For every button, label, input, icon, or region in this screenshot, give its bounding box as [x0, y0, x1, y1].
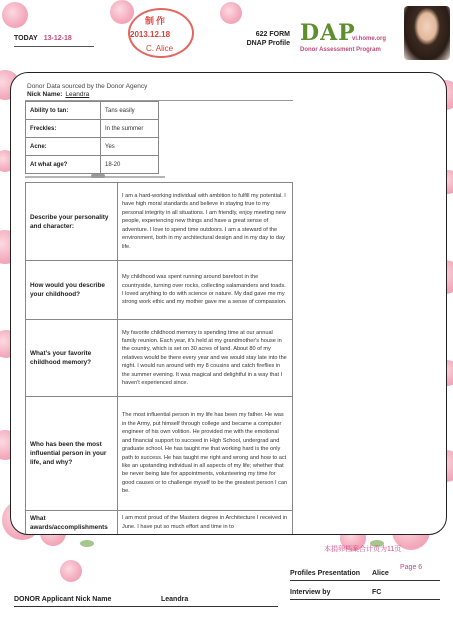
- nick-name-label: Nick Name:: [27, 91, 63, 98]
- profiles-value: Alice: [372, 570, 389, 577]
- table-row: [26, 261, 293, 320]
- profile-card: [10, 72, 447, 535]
- donor-photo: [404, 6, 450, 60]
- fact-value: Tans easily: [101, 102, 159, 120]
- interview-underline: [290, 599, 440, 600]
- today-label: TODAY: [14, 35, 38, 42]
- stamp-bottom-text: C. Alice: [146, 44, 174, 53]
- form-title-line2: DNAP Profile: [246, 40, 290, 47]
- form-title-line1: 622 FORM: [255, 31, 290, 38]
- page-header: [0, 0, 453, 68]
- scroll-handle[interactable]: [91, 174, 105, 178]
- table-row: [26, 120, 159, 138]
- fact-key: Freckles:: [26, 120, 101, 138]
- stamp-date-text: 2013.12.18: [130, 30, 171, 39]
- table-row: [26, 511, 293, 535]
- fact-key: Ability to tan:: [26, 102, 101, 120]
- essay-question: What awards/accomplishments: [26, 511, 118, 535]
- essay-answer: The most influential person in my life has been my father. He was in the Army, put himself through college and became a computer engineer of his own volition. He provided me with the emotional and financial support to succeed in High School, undergrad and graduate school. He has taught me that working hard is the only path to success. He has taught me right and wrong and how to act like an upstanding individual in all aspects of my life; whether that be never being late for appointments, volunteering my time for good causes or to challenge myself to be the greatest person I can be.: [118, 397, 293, 511]
- today-field: [14, 35, 72, 42]
- fact-value: 18-20: [101, 156, 159, 174]
- fact-value: In the summer: [101, 120, 159, 138]
- dap-logo: [300, 20, 387, 53]
- stamp-top-text: 制作: [145, 16, 168, 26]
- quick-facts-table: [25, 101, 159, 174]
- today-underline: [14, 46, 94, 47]
- nick-name-line: [27, 91, 89, 98]
- profiles-label: Profiles Presentation: [290, 570, 361, 577]
- nick-name-value: Leandra: [65, 91, 90, 98]
- logo-url: vi.home.org: [352, 36, 387, 42]
- essay-question: What’s your favorite childhood memory?: [26, 320, 118, 397]
- page-count-note: 本捐卵档案合计页为11页: [324, 546, 402, 553]
- table-row: [26, 320, 293, 397]
- donor-nick-value: Leandra: [161, 596, 189, 603]
- donor-underline: [14, 606, 278, 607]
- essay-question: Who has been the most influential person in your life, and why?: [26, 397, 118, 511]
- profiles-underline: [290, 580, 440, 581]
- essay-answer: My favorite childhood memory is spending time at our annual family reunion. Each year, it's held at my grandmother's house in the country, which is set on 30 acres of land. About 80 of my relatives would be there every year and we would stay late into the night. I would run around with my 8 cousins and catch fireflies in the summer evening. It was magical and delightful in a way that I haven't experienced since.: [118, 320, 293, 397]
- essay-table: [25, 182, 293, 535]
- essay-answer: My childhood was spent running around barefoot in the countryside, turning over rocks, collecting salamanders and toads. I loved anything to do with science or nature. My dad gave me my strong work ethic and my mother gave me a sense of compassion.: [118, 261, 293, 320]
- essay-answer: I am a hard-working individual with ambition to fulfill my potential. I have high moral standards and believe in staying true to my personal integrity in all situations. I am friendly, enjoy meeting new people, experiencing new things and have a great sense of adventure. I love to spend time outdoors. I am a steward of the environment, both in my architectural design and in my day to day life.: [118, 183, 293, 261]
- form-title: [238, 30, 290, 48]
- fact-key: At what age?: [26, 156, 101, 174]
- logo-main: DAP: [300, 20, 356, 46]
- table-row: [26, 156, 159, 174]
- table-row: [26, 397, 293, 511]
- essay-question: Describe your personality and character:: [26, 183, 118, 261]
- table-row: [26, 183, 293, 261]
- essay-answer: I am most proud of the Masters degree in Architecture I received in June. I have put so much effort and time in to: [118, 511, 293, 535]
- logo-subtitle: Donor Assessment Program: [300, 47, 381, 53]
- today-value: 13-12-18: [43, 35, 72, 42]
- page-number: Page 6: [400, 564, 423, 571]
- essay-question: How would you describe your childhood?: [26, 261, 118, 320]
- source-line: Donor Data sourced by the Donor Agency: [27, 83, 148, 90]
- fact-value: Yes: [101, 138, 159, 156]
- interview-value: FC: [372, 589, 382, 596]
- fact-key: Acne:: [26, 138, 101, 156]
- table-row: [26, 138, 159, 156]
- donor-nick-label: DONOR Applicant Nick Name: [14, 596, 112, 603]
- table-row: [26, 102, 159, 120]
- interview-label: Interview by: [290, 589, 331, 596]
